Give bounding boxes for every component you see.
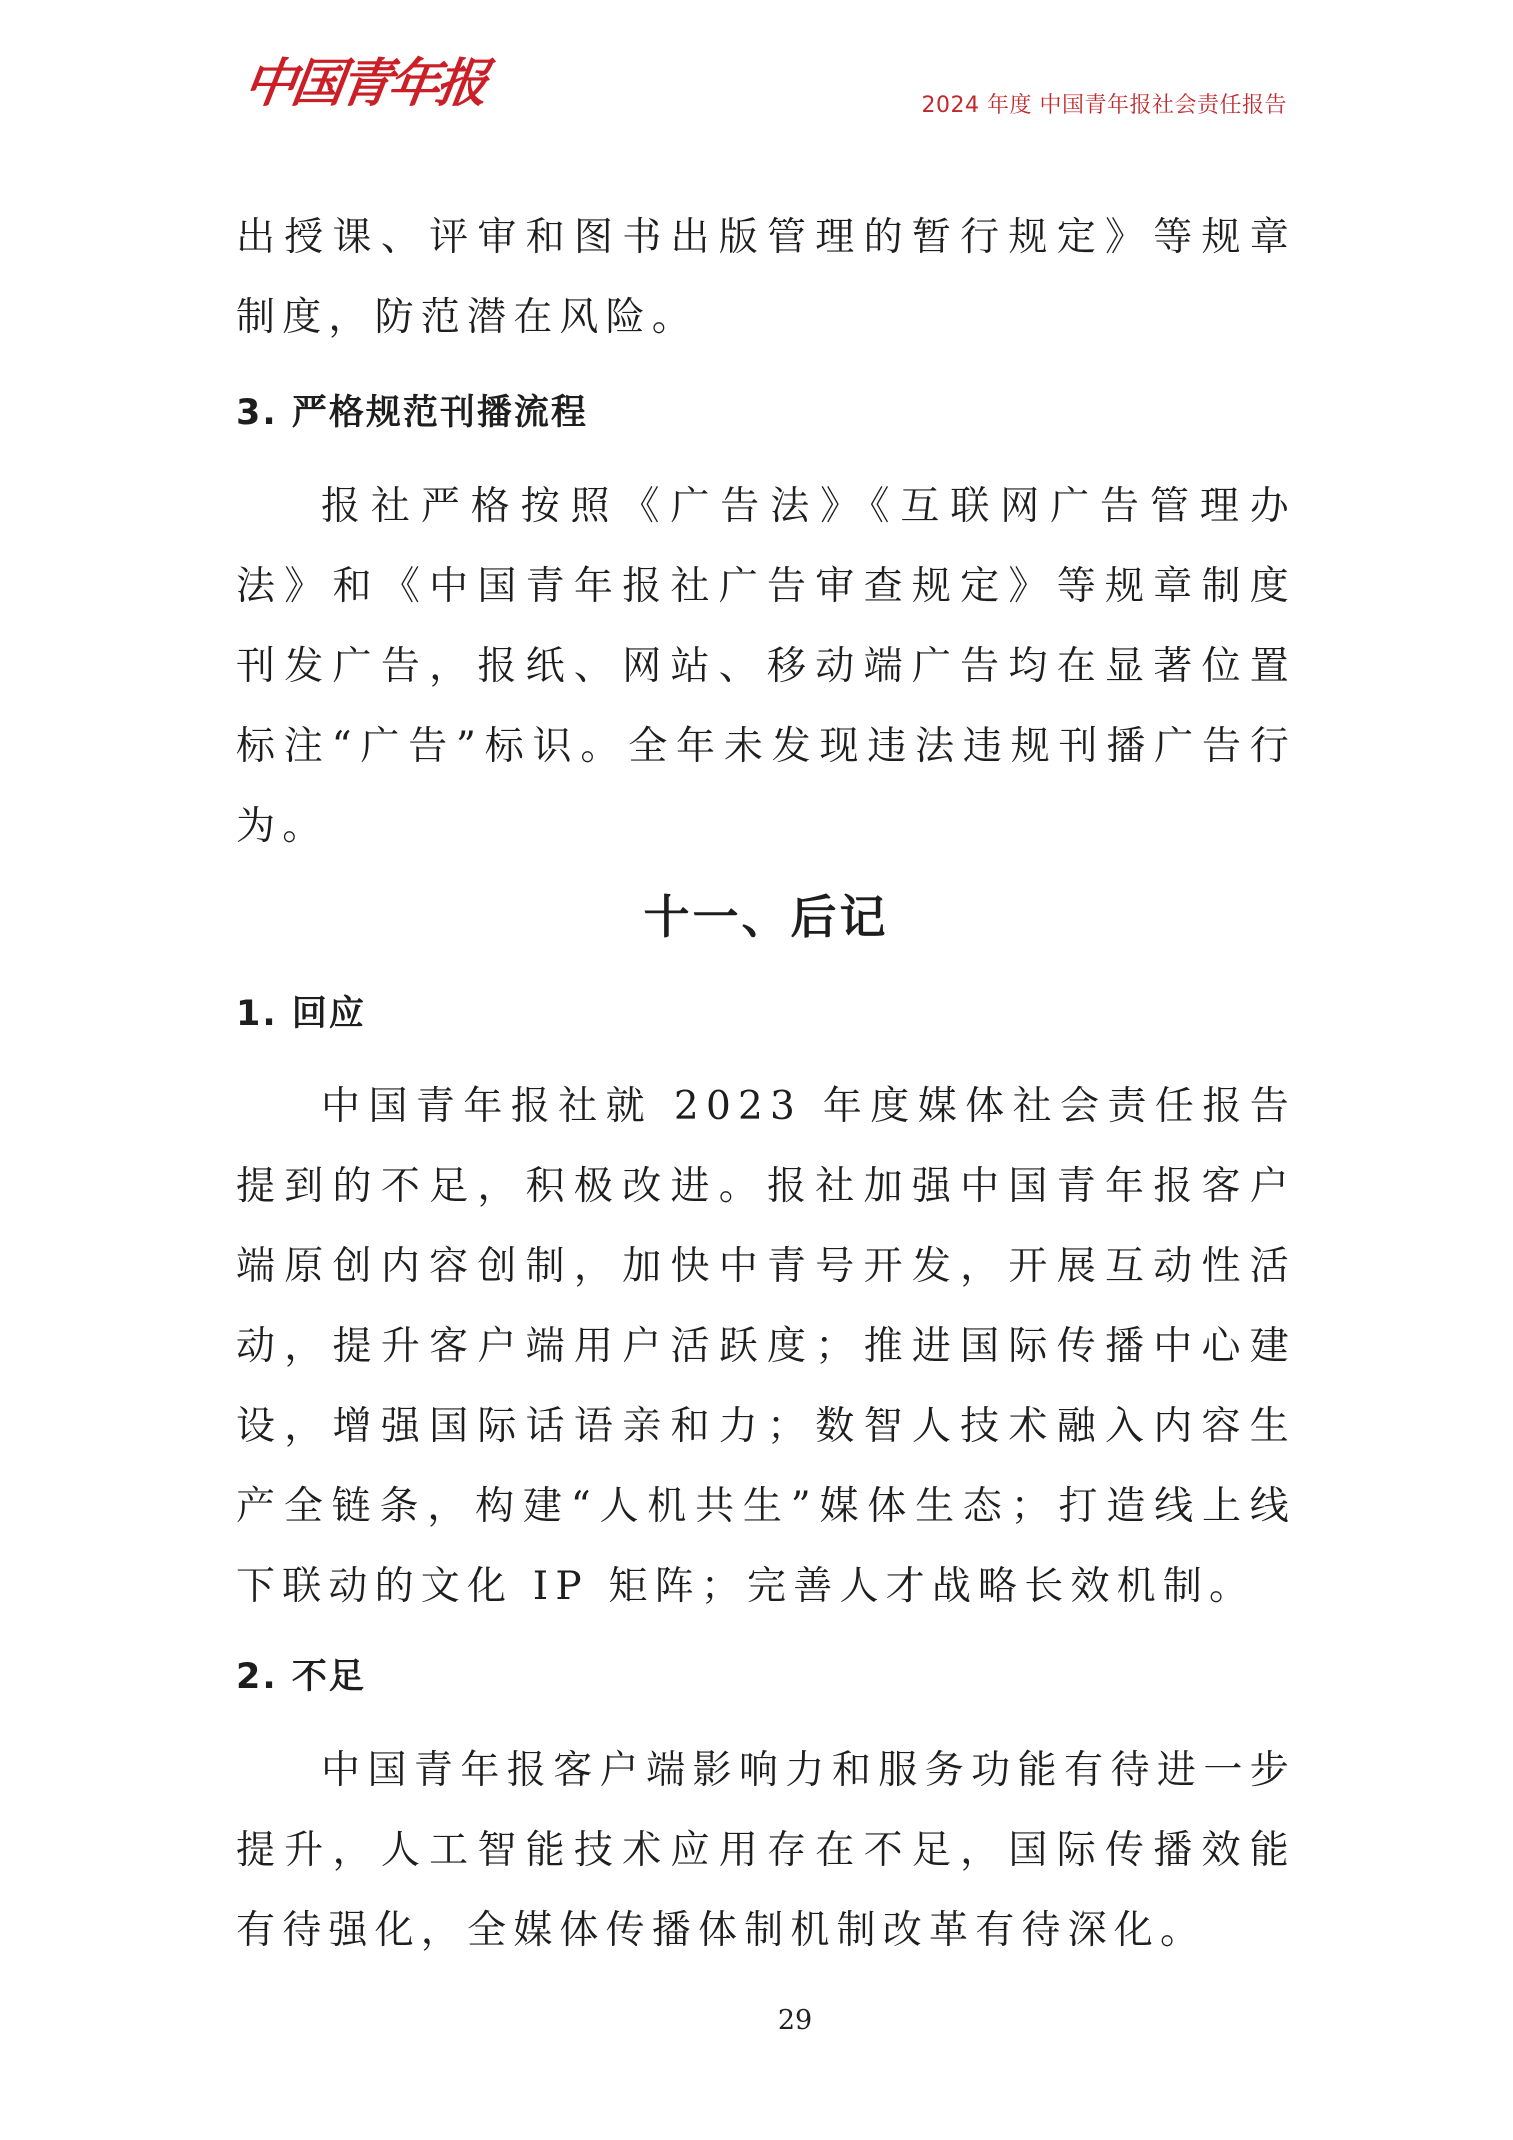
shortcomings-paragraph: 中国青年报客户端影响力和服务功能有待进一步提升，人工智能技术应用存在不足，国际传播效能有待强化，全媒体传播体制机制改革有待深化。	[236, 1748, 1296, 1953]
newspaper-logo: 中国青年报	[239, 53, 489, 114]
section-title-postscript: 十一、后记	[643, 890, 889, 944]
continued-paragraph: 出授课、评审和图书出版管理的暂行规定》等规章制度，防范潜在风险。	[236, 215, 1296, 340]
subheading-publishing-process: 3. 严格规范刊播流程	[236, 393, 588, 433]
page-number: 29	[777, 2005, 813, 2036]
subheading-shortcomings: 2. 不足	[236, 1657, 366, 1697]
subheading-response: 1. 回应	[236, 994, 366, 1034]
response-paragraph: 中国青年报社就 2023 年度媒体社会责任报告提到的不足，积极改进。报社加强中国青年报客户端原创内容创制，加快中青号开发，开展互动性活动，提升客户端用户活跃度；推进国际传播中心建设，增强国际话语亲和力；数智人技术融入内容生产全链条，构建“人机共生”媒体生态；打造线上线下联动的文化 IP 矩阵；完善人才战略长效机制。	[236, 1084, 1296, 1609]
page-content	[236, 198, 1296, 1971]
advertising-paragraph: 报社严格按照《广告法》《互联网广告管理办法》和《中国青年报社广告审查规定》等规章制度刊发广告，报纸、网站、移动端广告均在显著位置标注“广告”标识。全年未发现违法违规刊播广告行为。	[236, 484, 1296, 849]
report-header-title: 2024 年度 中国青年报社会责任报告	[921, 93, 1287, 118]
